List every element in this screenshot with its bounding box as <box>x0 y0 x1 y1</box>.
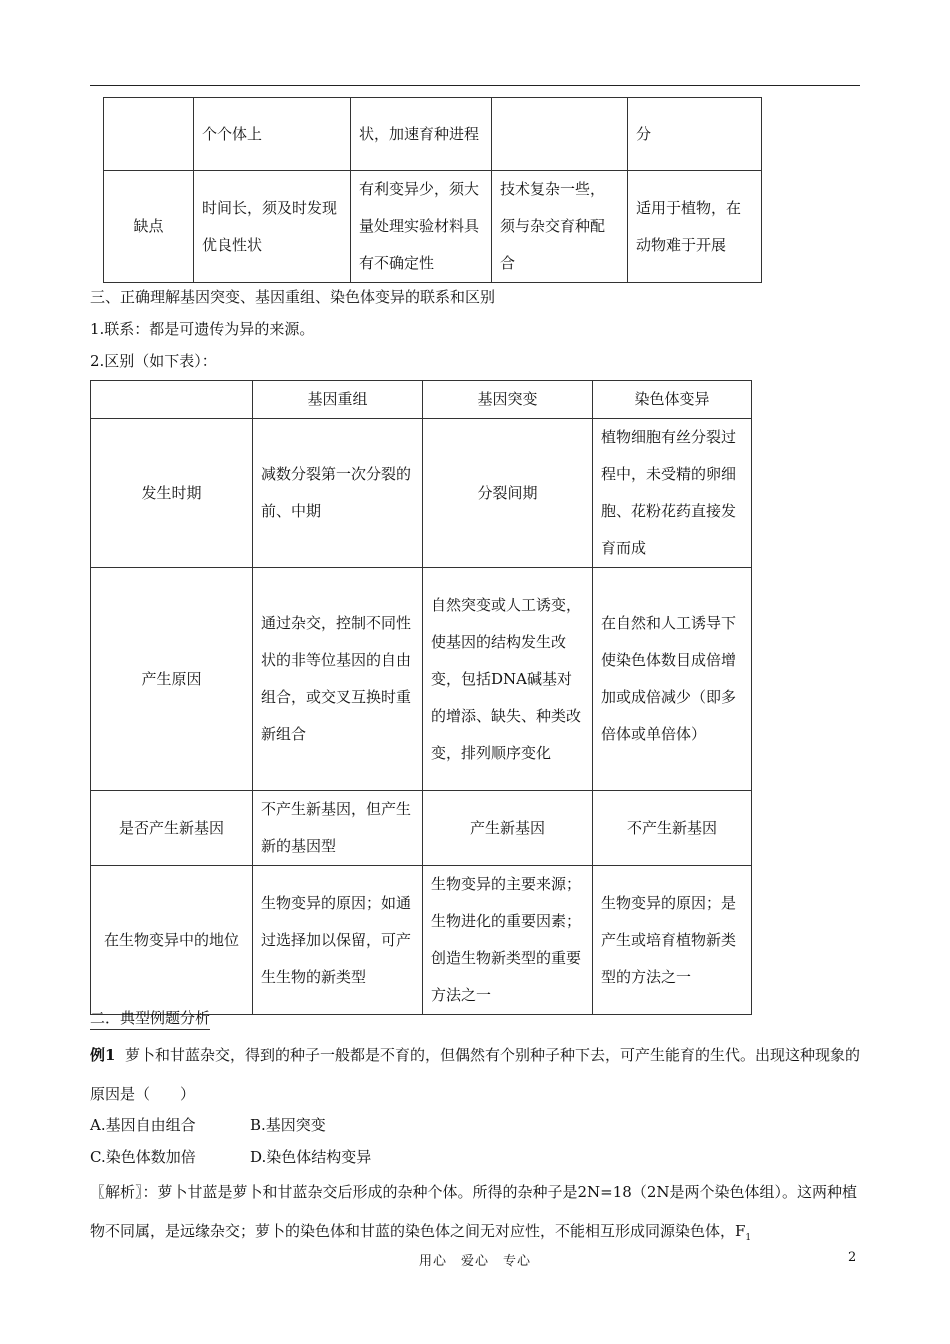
table-row <box>91 791 752 866</box>
table-cell: 不产生新基因，但产生新的基因型 <box>253 791 423 866</box>
table-cell: 生物变异的原因；是产生或培育植物新类型的方法之一 <box>593 866 752 1015</box>
column-header <box>91 381 253 419</box>
options-row <box>90 1147 371 1167</box>
row-header: 是否产生新基因 <box>91 791 253 866</box>
table-header-row <box>91 381 752 419</box>
table-row <box>91 866 752 1015</box>
breeding-comparison-table <box>103 97 762 283</box>
variation-comparison-table <box>90 380 752 1015</box>
table-cell <box>492 98 628 171</box>
row-header: 发生时期 <box>91 419 253 568</box>
header-rule <box>90 85 860 86</box>
list-item: 1.联系：都是可遗传为异的来源。 <box>90 320 315 338</box>
table-cell: 通过杂交，控制不同性状的非等位基因的自由组合，或交叉互换时重新组合 <box>253 568 423 791</box>
section-heading <box>90 1008 210 1028</box>
option-a: A.基因自由组合 <box>90 1116 196 1134</box>
table-cell: 生物变异的主要来源；生物进化的重要因素；创造生物新类型的重要方法之一 <box>423 866 593 1015</box>
list-item: 2.区别（如下表）： <box>90 352 217 370</box>
table-cell: 不产生新基因 <box>593 791 752 866</box>
table-cell: 植物细胞有丝分裂过程中，未受精的卵细胞、花粉花药直接发育而成 <box>593 419 752 568</box>
table-cell: 适用于植物，在动物难于开展 <box>628 171 762 283</box>
section-title: 二．典型例题分析 <box>90 1009 210 1030</box>
table-cell: 有利变异少，须大量处理实验材料具有不确定性 <box>351 171 492 283</box>
row-header: 产生原因 <box>91 568 253 791</box>
option-d: D.染色体结构变异 <box>250 1148 372 1166</box>
table-cell: 分 <box>628 98 762 171</box>
table-row <box>104 98 762 171</box>
page-number: 2 <box>848 1250 857 1265</box>
table-cell: 个个体上 <box>194 98 351 171</box>
table-cell: 减数分裂第一次分裂的前、中期 <box>253 419 423 568</box>
example-label: 例1 <box>90 1046 116 1064</box>
table-cell: 状，加速育种进程 <box>351 98 492 171</box>
options-row <box>90 1115 326 1135</box>
column-header: 染色体变异 <box>593 381 752 419</box>
option-c: C.染色体数加倍 <box>90 1148 196 1166</box>
table-cell: 生物变异的原因；如通过选择加以保留，可产生生物的新类型 <box>253 866 423 1015</box>
column-header: 基因突变 <box>423 381 593 419</box>
question-text: 萝卜和甘蓝杂交，得到的种子一般都是不育的，但偶然有个别种子种下去，可产生能育的生代。出现这种现象的原因是（ ） <box>90 1046 860 1103</box>
table-cell: 在自然和人工诱导下使染色体数目成倍增加或成倍减少（即多倍体或单倍体） <box>593 568 752 791</box>
page-footer: 用心 爱心 专心 <box>418 1254 531 1269</box>
table-row <box>91 419 752 568</box>
example-question <box>90 1036 860 1114</box>
column-header: 基因重组 <box>253 381 423 419</box>
table-cell <box>104 98 194 171</box>
option-b: B.基因突变 <box>250 1116 326 1134</box>
table-cell: 时间长，须及时发现优良性状 <box>194 171 351 283</box>
table-row <box>104 171 762 283</box>
table-cell: 分裂间期 <box>423 419 593 568</box>
table-cell: 技术复杂一些，须与杂交育种配合 <box>492 171 628 283</box>
analysis-text: 〖解析〗：萝卜甘蓝是萝卜和甘蓝杂交后形成的杂种个体。所得的杂种子是2N=18（2N是两个染色体组）。这两种植物不同属，是远缘杂交；萝卜的染色体和甘蓝的染色体之间无对应性，不能相互形成同源染色体，F <box>90 1183 857 1240</box>
row-header: 在生物变异中的地位 <box>91 866 253 1015</box>
table-cell: 缺点 <box>104 171 194 283</box>
table-row <box>91 568 752 791</box>
table-cell: 自然突变或人工诱变，使基因的结构发生改变，包括DNA碱基对的增添、缺失、种类改变，排列顺序变化 <box>423 568 593 791</box>
analysis-paragraph <box>90 1173 860 1258</box>
section-heading: 三、正确理解基因突变、基因重组、染色体变异的联系和区别 <box>90 288 496 306</box>
table-cell: 产生新基因 <box>423 791 593 866</box>
subscript: 1 <box>745 1233 752 1243</box>
